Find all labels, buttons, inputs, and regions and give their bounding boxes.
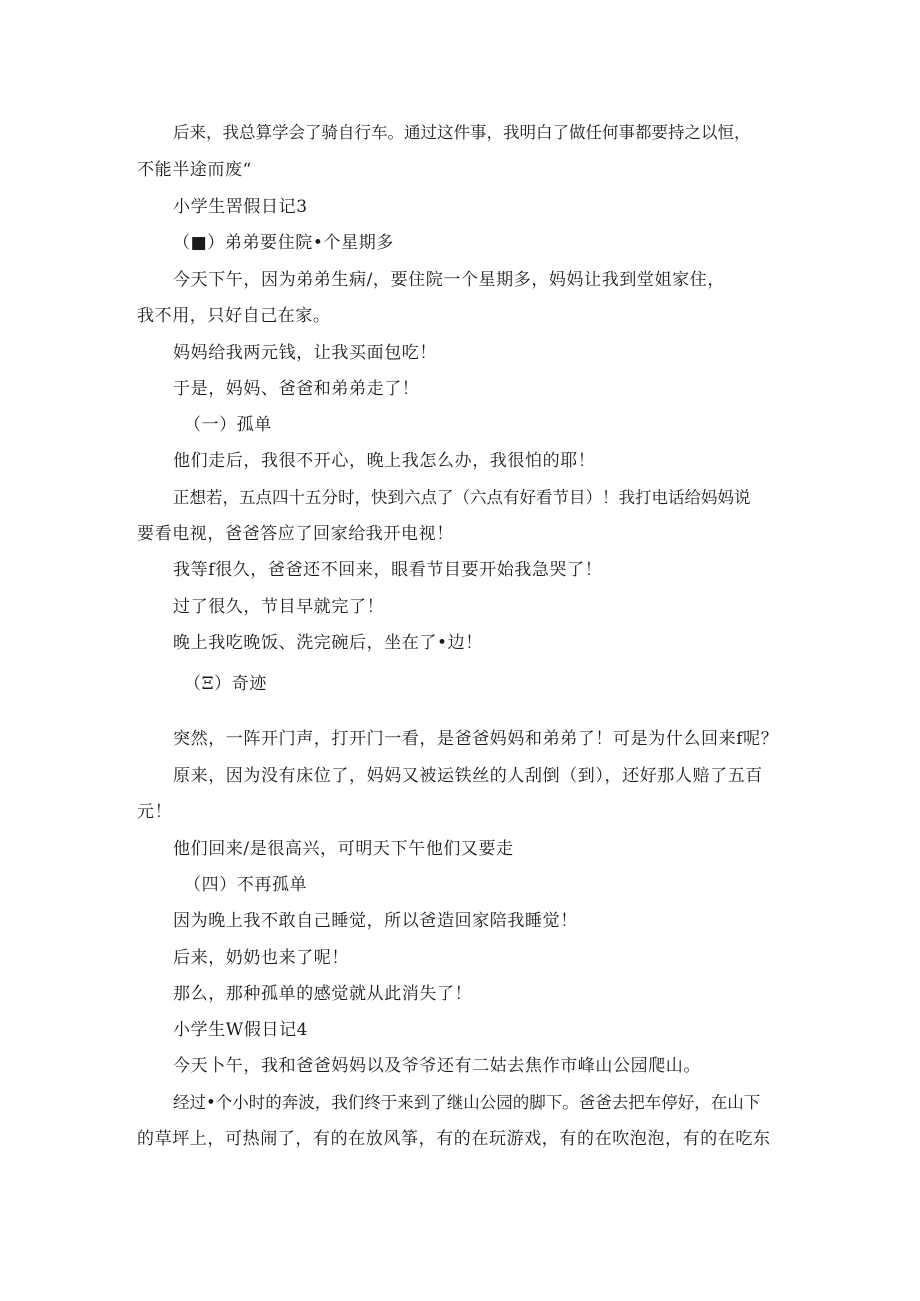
paragraph-line: 今天卜午，我和爸爸妈妈以及爷爷还有二姑去焦作市峰山公园爬山。 bbox=[173, 1056, 701, 1076]
paragraph-line: 于是，妈妈、爸爸和弟弟走了！ bbox=[173, 379, 420, 399]
section-heading: （Ξ）奇迹 bbox=[184, 674, 267, 694]
paragraph-line: 后来，我总算学会了骑自行车。通过这件事，我明白了做任何事都要持之以恒， bbox=[173, 123, 751, 142]
paragraph-line: 要看电视，爸爸答应了回家给我开电视！ bbox=[137, 524, 454, 544]
diary-heading: 小学生罟假日记3 bbox=[173, 197, 308, 217]
paragraph-line: 他们走后，我很不开心，晚上我怎么办，我很怕的耶！ bbox=[173, 451, 596, 471]
paragraph-line: 妈妈给我两元钱，让我买面包吃！ bbox=[173, 343, 437, 363]
paragraph-line: 经过•个小时的奔波，我们终于来到了继山公园的脚下。爸爸去把车停好，在山下 bbox=[173, 1093, 761, 1112]
section-heading: （■）弟弟要住院•个星期多 bbox=[173, 233, 394, 253]
paragraph-line: 过了很久，节目早就完了！ bbox=[173, 597, 385, 617]
paragraph-line: 元！ bbox=[137, 802, 173, 822]
paragraph-line: 因为晚上我不敢自己睡觉，所以爸造回家陪我睡觉！ bbox=[173, 911, 578, 931]
paragraph-line: 今天下午，因为弟弟生病/，要住院一个星期多，妈妈让我到堂姐家住， bbox=[173, 270, 725, 290]
paragraph-line: 突然，一阵开门声，打开门一看，是爸爸妈妈和弟弟了！可是为什么回来f呢？ bbox=[173, 729, 779, 749]
paragraph-line: 不能半途而废“ bbox=[137, 160, 252, 180]
paragraph-line: 的草坪上，可热闹了，有的在放风筝，有的在玩游戏，有的在吹泡泡，有的在吃东 bbox=[137, 1129, 771, 1149]
paragraph-line: 我不用，只好自己在家。 bbox=[137, 306, 331, 326]
paragraph-line: 他们回来/是很高兴，可明天下午他们又要走 bbox=[173, 839, 514, 859]
section-heading: （一）孤单 bbox=[184, 415, 272, 435]
section-heading: （四）不再孤单 bbox=[184, 875, 308, 895]
paragraph-line: 正想若，五点四十五分时，快到六点了（六点有好看节目）！我打电话给妈妈说 bbox=[173, 488, 751, 507]
diary-heading: 小学生W假日记4 bbox=[173, 1020, 309, 1040]
paragraph-line: 原来，因为没有床位了，妈妈又被运铁丝的人刮倒（到），还好那人赔了五百 bbox=[173, 766, 763, 786]
paragraph-line: 晚上我吃晚饭、洗完碗后，坐在了•边！ bbox=[173, 633, 483, 653]
paragraph-line: 那么，那种孤单的感觉就从此消失了！ bbox=[173, 984, 473, 1004]
paragraph-line: 后来，奶奶也来了呢！ bbox=[173, 948, 349, 968]
paragraph-line: 我等f很久，爸爸还不回来，眼看节目要开始我急哭了！ bbox=[173, 560, 603, 580]
